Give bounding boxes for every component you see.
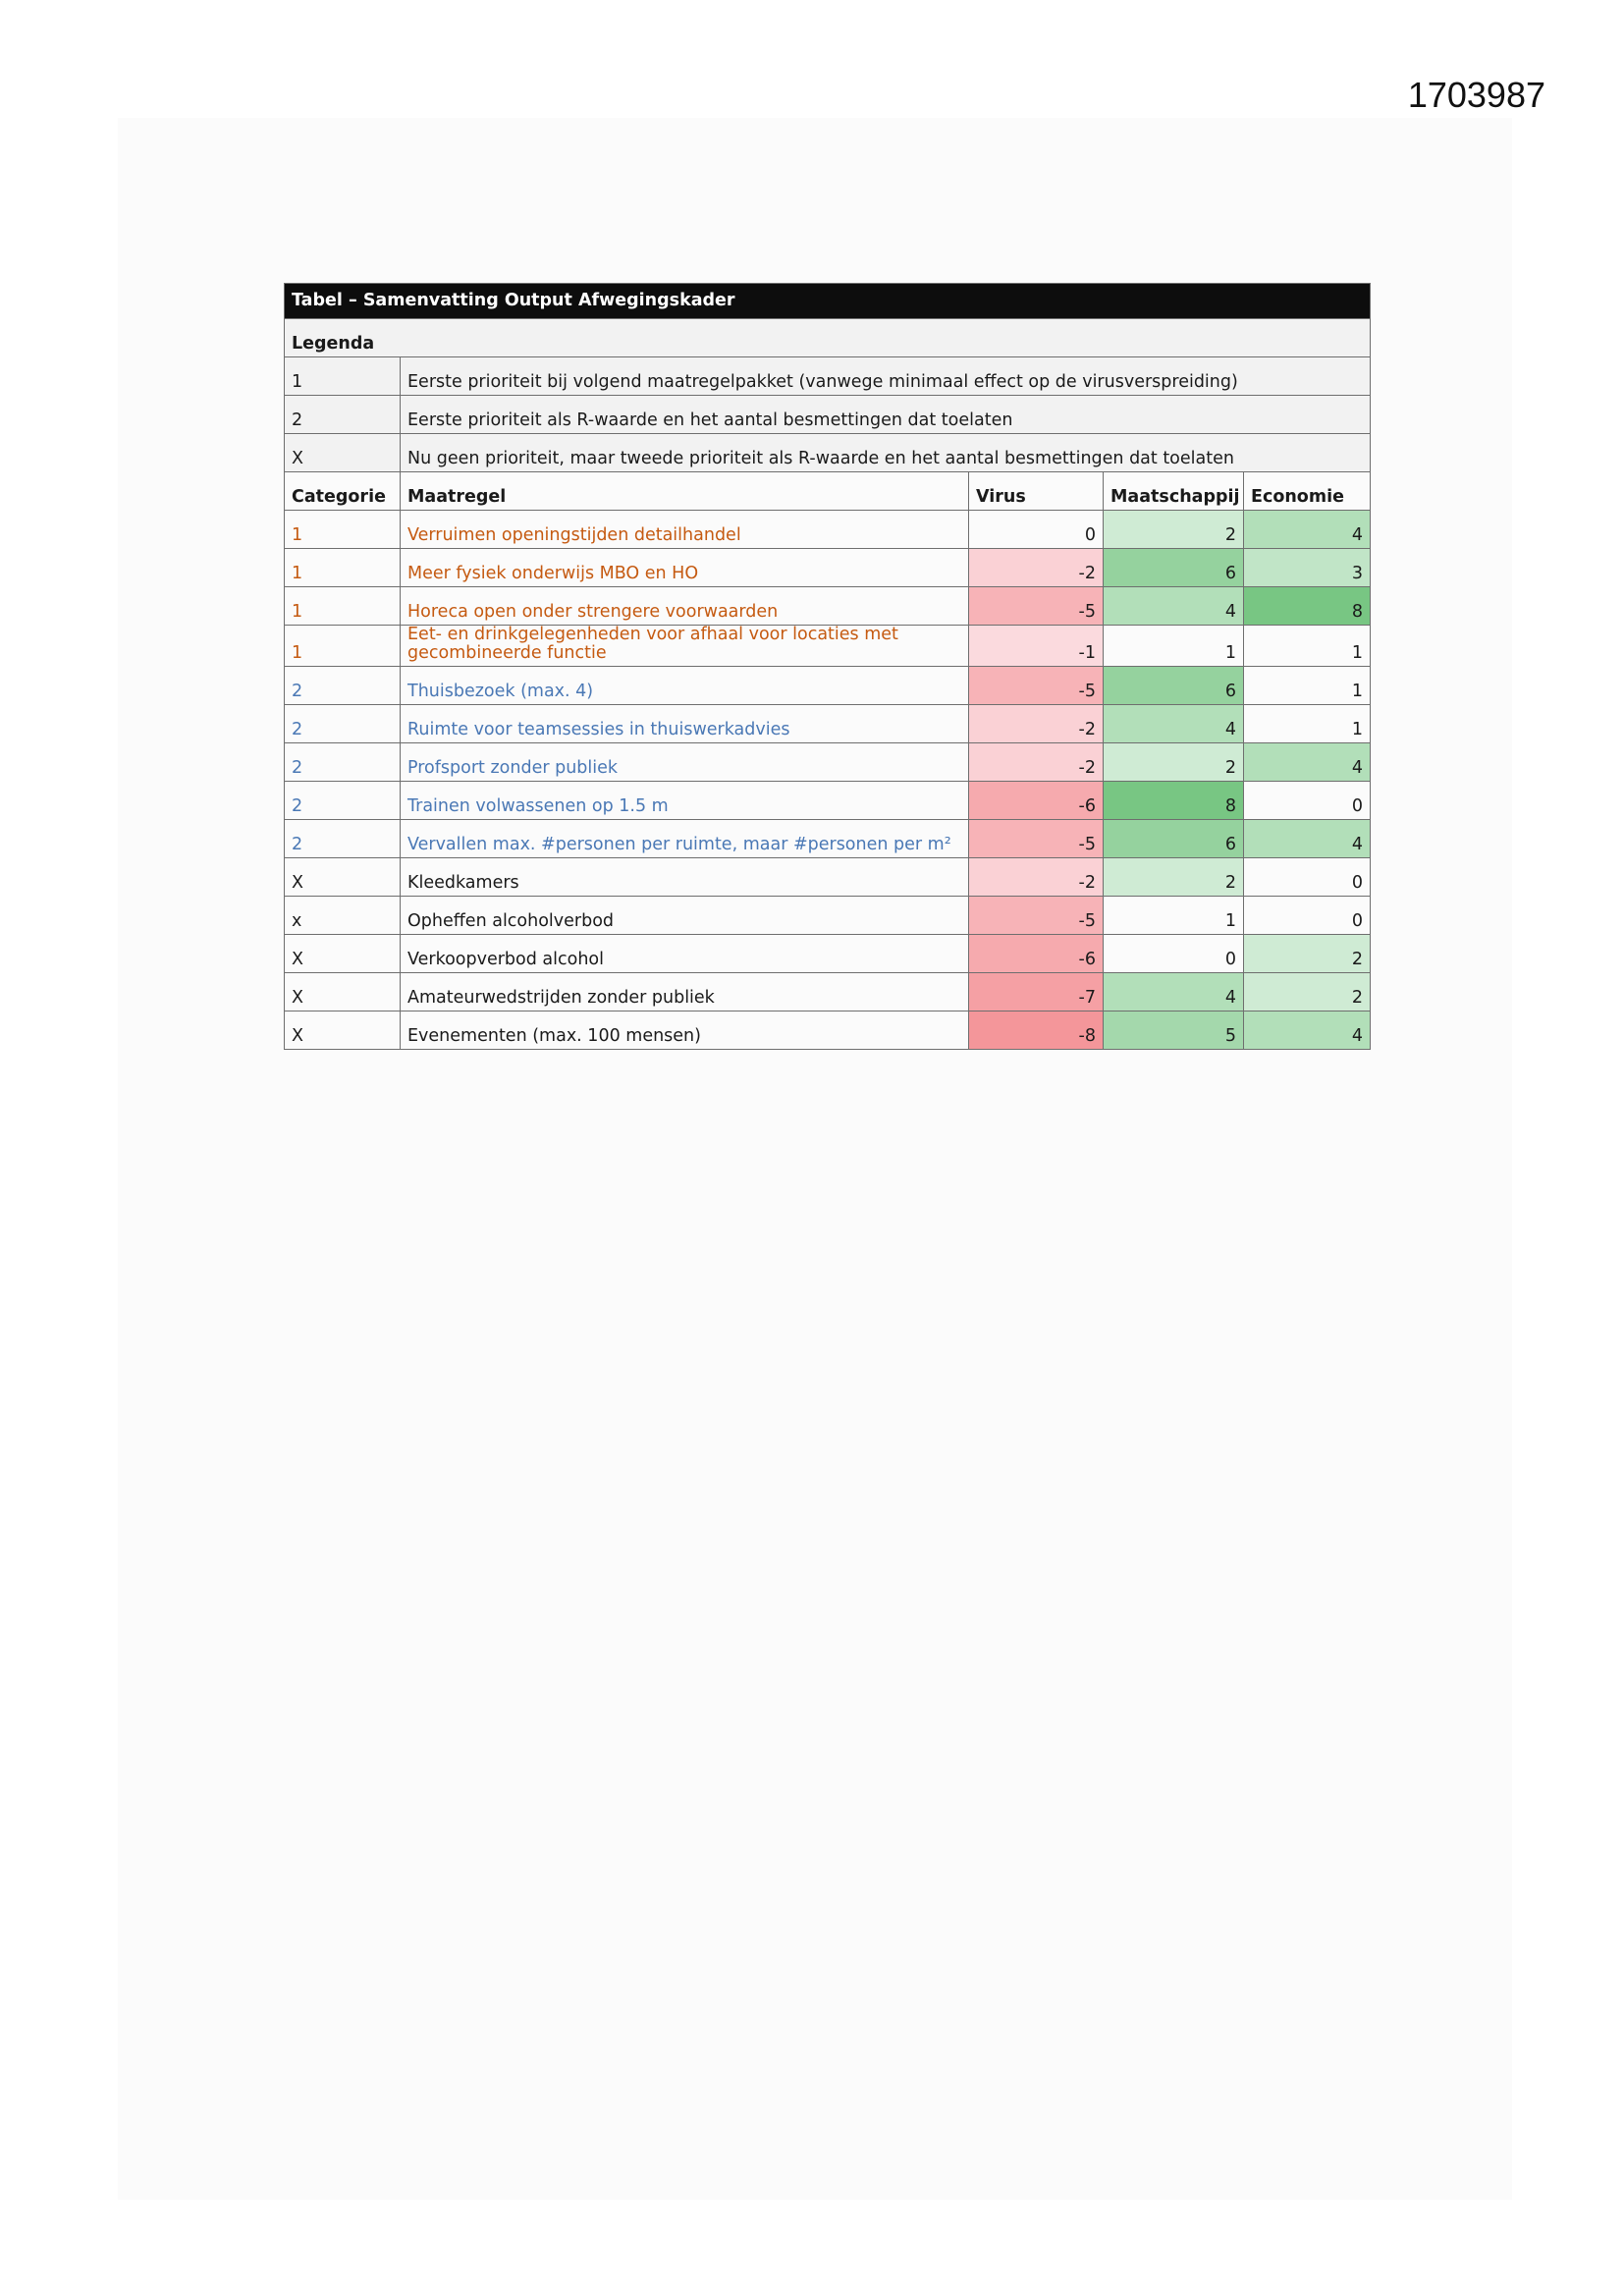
measure-cell: Profsport zonder publiek — [401, 743, 969, 782]
table-row — [285, 935, 1371, 973]
virus-score: -6 — [969, 782, 1104, 820]
economie-score: 4 — [1244, 1011, 1371, 1050]
table-row — [285, 549, 1371, 587]
category-cell: 1 — [285, 511, 401, 549]
table-row — [285, 897, 1371, 935]
table-title: Tabel – Samenvatting Output Afwegingskader — [285, 284, 1371, 319]
economie-score: 2 — [1244, 973, 1371, 1011]
virus-score: -7 — [969, 973, 1104, 1011]
legend-row — [285, 357, 1371, 396]
table-row — [285, 973, 1371, 1011]
virus-score: -6 — [969, 935, 1104, 973]
legend-text: Eerste prioriteit bij volgend maatregelpakket (vanwege minimaal effect op de virusverspreiding) — [401, 357, 1371, 396]
category-cell: 1 — [285, 587, 401, 626]
virus-score: -5 — [969, 667, 1104, 705]
virus-score: -1 — [969, 626, 1104, 667]
maatschappij-score: 6 — [1104, 549, 1244, 587]
measure-cell: Amateurwedstrijden zonder publiek — [401, 973, 969, 1011]
maatschappij-score: 1 — [1104, 897, 1244, 935]
table-row — [285, 705, 1371, 743]
category-cell: X — [285, 1011, 401, 1050]
maatschappij-score: 8 — [1104, 782, 1244, 820]
virus-score: -2 — [969, 549, 1104, 587]
table-row — [285, 820, 1371, 858]
header-virus: Virus — [969, 472, 1104, 511]
measure-cell: Eet- en drinkgelegenheden voor afhaal voor locaties met gecombineerde functie — [401, 626, 969, 667]
virus-score: -2 — [969, 705, 1104, 743]
category-cell: 2 — [285, 743, 401, 782]
measure-cell: Opheffen alcoholverbod — [401, 897, 969, 935]
maatschappij-score: 2 — [1104, 743, 1244, 782]
category-cell: 2 — [285, 667, 401, 705]
header-maatschappij: Maatschappij — [1104, 472, 1244, 511]
legend-text: Eerste prioriteit als R-waarde en het aantal besmettingen dat toelaten — [401, 396, 1371, 434]
economie-score: 4 — [1244, 511, 1371, 549]
category-cell: 1 — [285, 626, 401, 667]
economie-score: 0 — [1244, 782, 1371, 820]
table-title-row — [285, 284, 1371, 319]
table-row — [285, 858, 1371, 897]
virus-score: -5 — [969, 587, 1104, 626]
economie-score: 0 — [1244, 858, 1371, 897]
legend-code: 1 — [285, 357, 401, 396]
economie-score: 3 — [1244, 549, 1371, 587]
category-cell: x — [285, 897, 401, 935]
table-row — [285, 511, 1371, 549]
maatschappij-score: 4 — [1104, 973, 1244, 1011]
maatschappij-score: 4 — [1104, 587, 1244, 626]
table-row — [285, 1011, 1371, 1050]
virus-score: -5 — [969, 897, 1104, 935]
measure-cell: Kleedkamers — [401, 858, 969, 897]
virus-score: -2 — [969, 743, 1104, 782]
virus-score: 0 — [969, 511, 1104, 549]
economie-score: 4 — [1244, 743, 1371, 782]
category-cell: X — [285, 973, 401, 1011]
legend-title-row — [285, 319, 1371, 357]
measure-cell: Evenementen (max. 100 mensen) — [401, 1011, 969, 1050]
maatschappij-score: 2 — [1104, 858, 1244, 897]
legend-text: Nu geen prioriteit, maar tweede prioriteit als R-waarde en het aantal besmettingen dat toelaten — [401, 434, 1371, 472]
category-cell: X — [285, 858, 401, 897]
economie-score: 8 — [1244, 587, 1371, 626]
virus-score: -5 — [969, 820, 1104, 858]
document-id: 1703987 — [1407, 75, 1545, 115]
maatschappij-score: 6 — [1104, 820, 1244, 858]
category-cell: 2 — [285, 820, 401, 858]
maatschappij-score: 5 — [1104, 1011, 1244, 1050]
legend-row — [285, 396, 1371, 434]
economie-score: 1 — [1244, 705, 1371, 743]
measure-cell: Thuisbezoek (max. 4) — [401, 667, 969, 705]
virus-score: -2 — [969, 858, 1104, 897]
measure-cell: Meer fysiek onderwijs MBO en HO — [401, 549, 969, 587]
legend-code: 2 — [285, 396, 401, 434]
maatschappij-score: 6 — [1104, 667, 1244, 705]
economie-score: 2 — [1244, 935, 1371, 973]
measure-cell: Verkoopverbod alcohol — [401, 935, 969, 973]
summary-table-body — [285, 284, 1371, 1050]
maatschappij-score: 2 — [1104, 511, 1244, 549]
category-cell: 2 — [285, 705, 401, 743]
maatschappij-score: 1 — [1104, 626, 1244, 667]
legend-code: X — [285, 434, 401, 472]
column-header-row — [285, 472, 1371, 511]
table-row — [285, 667, 1371, 705]
category-cell: X — [285, 935, 401, 973]
table-row — [285, 782, 1371, 820]
table-row — [285, 626, 1371, 667]
measure-cell: Verruimen openingstijden detailhandel — [401, 511, 969, 549]
legend-title: Legenda — [285, 319, 1371, 357]
category-cell: 2 — [285, 782, 401, 820]
measure-cell: Ruimte voor teamsessies in thuiswerkadvies — [401, 705, 969, 743]
table-row — [285, 743, 1371, 782]
summary-table — [284, 283, 1371, 1050]
legend-row — [285, 434, 1371, 472]
measure-cell: Vervallen max. #personen per ruimte, maar #personen per m² — [401, 820, 969, 858]
economie-score: 0 — [1244, 897, 1371, 935]
maatschappij-score: 4 — [1104, 705, 1244, 743]
maatschappij-score: 0 — [1104, 935, 1244, 973]
category-cell: 1 — [285, 549, 401, 587]
header-maatregel: Maatregel — [401, 472, 969, 511]
economie-score: 1 — [1244, 667, 1371, 705]
header-economie: Economie — [1244, 472, 1371, 511]
economie-score: 4 — [1244, 820, 1371, 858]
measure-cell: Trainen volwassenen op 1.5 m — [401, 782, 969, 820]
economie-score: 1 — [1244, 626, 1371, 667]
table-row — [285, 587, 1371, 626]
virus-score: -8 — [969, 1011, 1104, 1050]
measure-cell: Horeca open onder strengere voorwaarden — [401, 587, 969, 626]
header-categorie: Categorie — [285, 472, 401, 511]
